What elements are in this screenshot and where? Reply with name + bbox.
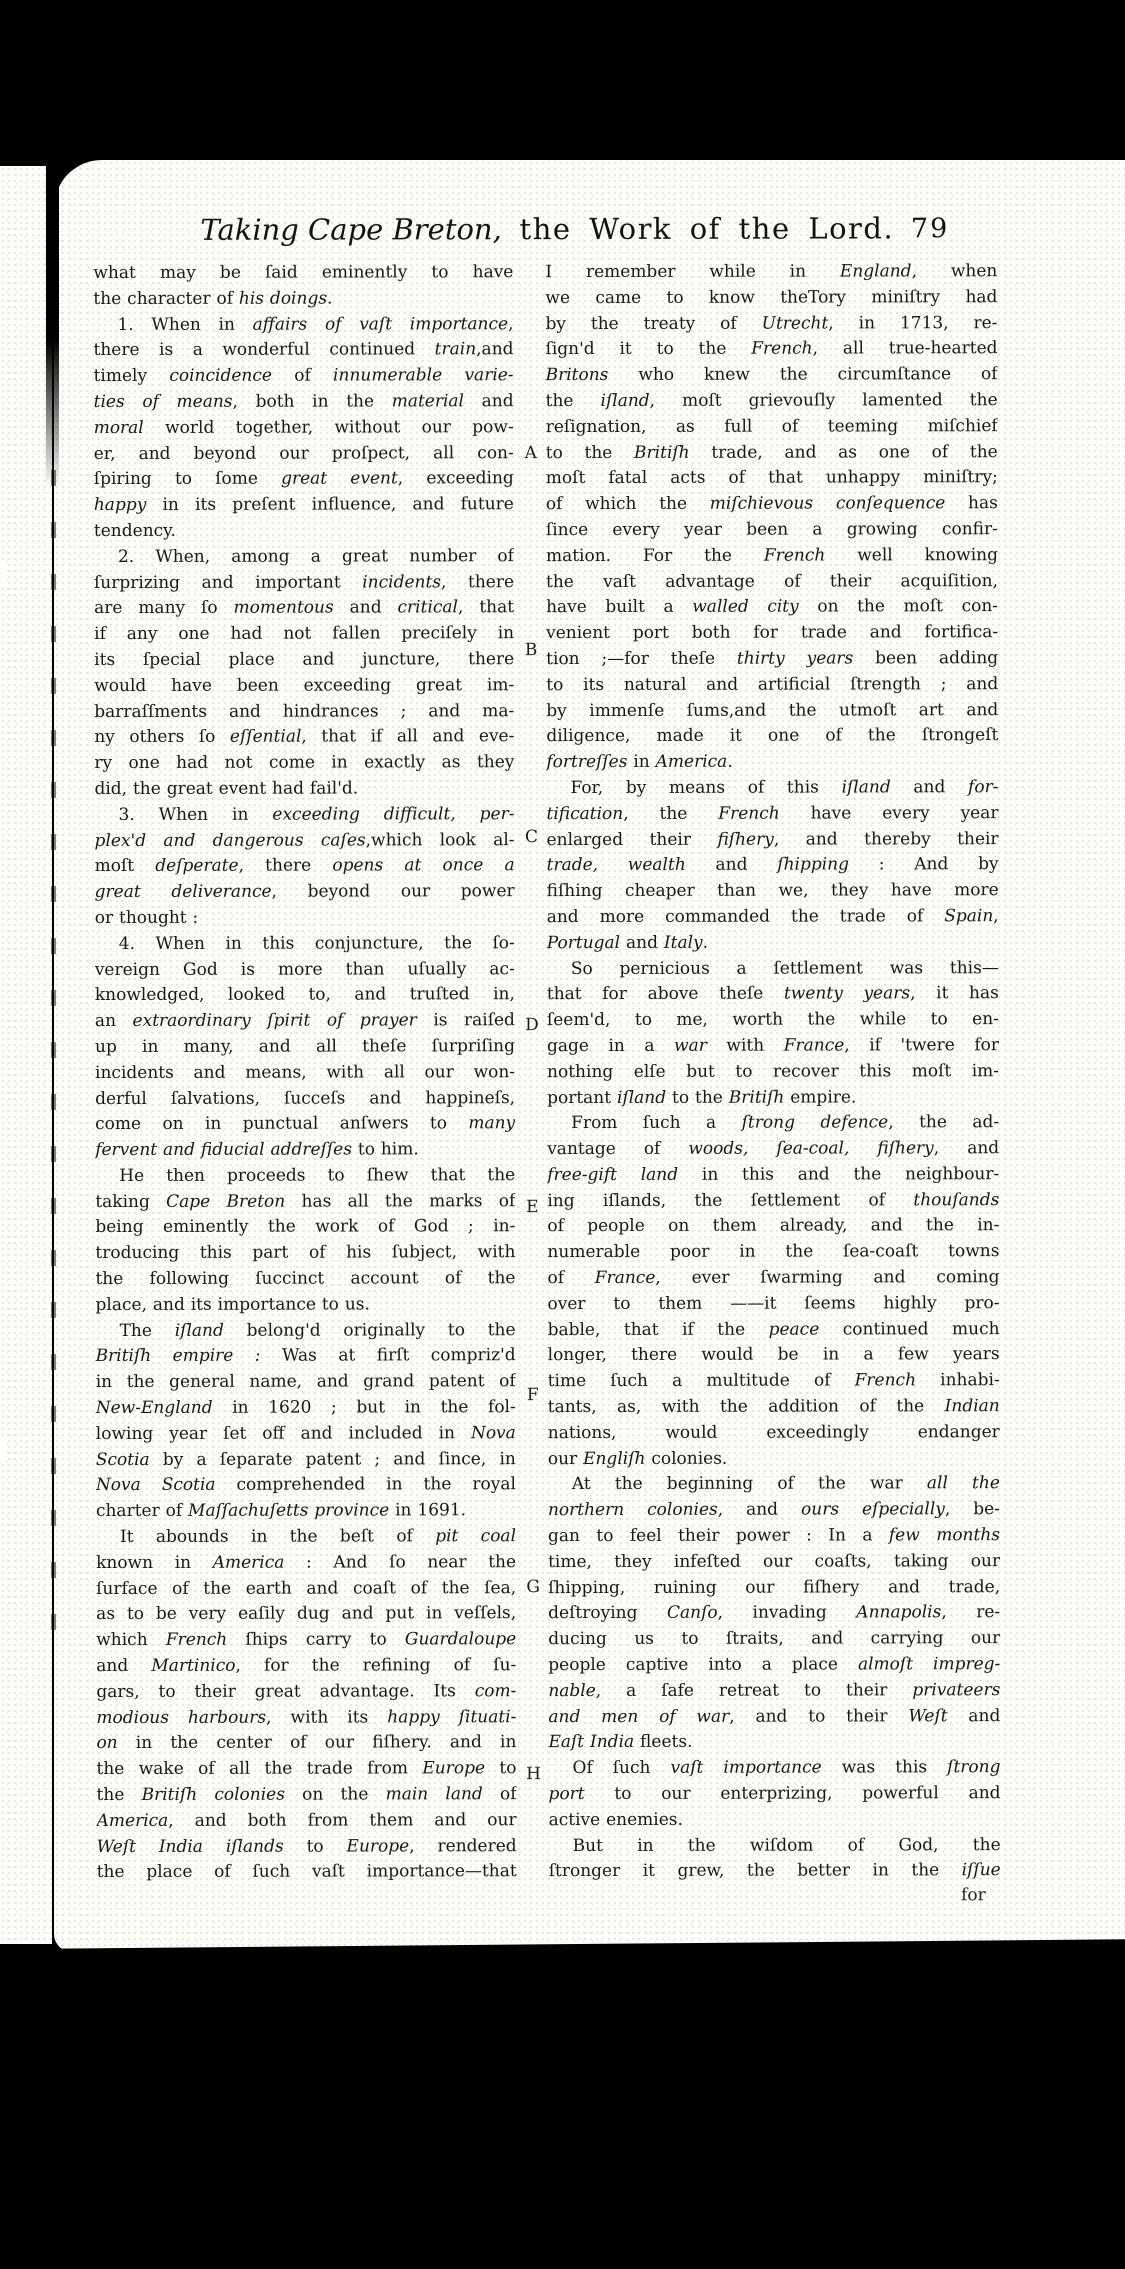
text-line: northern colonies, and ours eſpecially, be- [547, 1499, 1000, 1521]
text-line: diligence, made it one of the ſtrongeſt [546, 725, 999, 747]
text-line: people captive into a place almoſt impreg- [548, 1654, 1001, 1676]
text-line: our Engliſh colonies. [547, 1448, 728, 1469]
text-line: reſignation, as full of teeming miſchief [545, 415, 998, 437]
text-line: come on in punctual anſwers to many [95, 1113, 516, 1135]
text-line: longer, there would be in a few years [547, 1344, 1000, 1366]
text-line: the vaſt advantage of their acquiſition, [545, 570, 999, 592]
text-line: the Britiſh colonies on the main land of [96, 1784, 517, 1806]
text-line: Of ſuch vaſt importance was this ſtrong [572, 1757, 1001, 1779]
text-line: to the Britiſh trade, and as one of the [545, 441, 998, 463]
text-line: of France, ever ſwarming and coming [547, 1267, 1000, 1289]
text-line: Britiſh empire : Was at firſt compriz'd [95, 1345, 516, 1367]
text-line: we came to know theTory miniſtry had [545, 286, 998, 308]
text-line: Portugal and Italy. [546, 932, 709, 953]
text-line: nable, a ſafe retreat to their privateers [548, 1679, 1001, 1701]
text-line: place, and its importance to us. [95, 1294, 370, 1315]
page-edge-mark [1, 560, 7, 586]
text-line: ſhipping, ruining our fiſhery and trade, [548, 1576, 1001, 1598]
gutter-letter-E: E [526, 1197, 539, 1218]
text-line: modious harbours, with its happy ſituati- [96, 1706, 517, 1728]
text-line: ny others ſo eſſential, that if all and eve- [94, 726, 515, 748]
text-line: and Martinico, for the refining of ſu- [96, 1655, 517, 1677]
text-line: did, the great event had fail'd. [94, 778, 359, 799]
gutter-letter-F: F [526, 1385, 539, 1406]
text-line: ducing us to ſtraits, and carrying our [548, 1628, 1001, 1650]
text-line: great deliverance, beyond our power [94, 881, 515, 903]
text-line: ſince every year been a growing confir- [545, 519, 998, 541]
column-right [545, 259, 1000, 1885]
text-line: which French ſhips carry to Guardaloupe [96, 1629, 517, 1651]
text-line: the character of his doings. [93, 288, 333, 309]
text-line: on in the center of our fiſhery. and in [96, 1732, 517, 1754]
text-line: of people on them already, and the in- [547, 1215, 1000, 1237]
text-line: trade, wealth and ſhipping : And by [546, 854, 999, 876]
text-line: of which the miſchievous conſequence has [545, 493, 998, 515]
catchword: for [961, 1885, 986, 1906]
gutter-letter-B: B [524, 640, 538, 661]
text-line: 2. When, among a great number of [117, 545, 514, 567]
text-line: and men of war, and to their Weſt and [548, 1705, 1001, 1727]
text-line: ſurface of the earth and coaſt of the ſea, [96, 1577, 517, 1599]
text-line: nothing elſe but to recover this moſt im- [547, 1060, 1000, 1082]
book-page [54, 160, 1125, 1952]
page-number: 79 [910, 213, 950, 245]
text-line: free-gift land in this and the neighbour- [547, 1164, 1000, 1185]
running-header [97, 211, 997, 257]
page-title [97, 211, 997, 247]
text-line: up in many, and all theſe ſurpriſing [94, 1036, 516, 1057]
text-line: as to be very eaſily dug and put in veſſels, [96, 1603, 517, 1625]
text-line: ſign'd it to the French, all true-hearted [545, 338, 998, 360]
gutter-letter-C: C [525, 827, 539, 848]
text-line: known in America : And ſo near the [96, 1551, 517, 1573]
text-line: tification, the French have every year [546, 802, 999, 824]
text-line: venient port both for trade and fortifica- [546, 622, 999, 644]
text-line: vereign God is more than uſually ac- [94, 958, 515, 980]
text-line: fiſhing cheaper than we, they have more [546, 880, 999, 902]
text-line: to its natural and artificial ſtrength ; and [546, 673, 999, 695]
text-line: Scotia by a ſeparate patent ; and ſince, in [95, 1448, 516, 1470]
photo-bottom-margin [0, 1939, 1125, 2269]
text-line: an extraordinary ſpirit of prayer is raiſed [94, 1010, 515, 1032]
text-line: there is a wonderful continued train,and [93, 339, 514, 361]
text-line: fortreſſes in America. [546, 751, 733, 773]
text-line: enlarged their fiſhery, and thereby their [546, 828, 999, 850]
text-line: ſurprizing and important incidents, there [93, 571, 515, 593]
page-edge-mark [0, 1438, 7, 1460]
text-line: if any one had not fallen preciſely in [94, 623, 515, 645]
text-line: derful ſalvations, ſucceſs and happineſs, [95, 1087, 516, 1109]
text-line: barraſſments and hindrances ; and ma- [94, 700, 515, 722]
text-line: Eaſt India fleets. [548, 1732, 693, 1753]
column-left [93, 260, 516, 1886]
text-line: Britons who knew the circumſtance of [545, 364, 998, 386]
page-content [52, 159, 1125, 1953]
text-line: over to them ——it ſeems highly pro- [547, 1293, 1000, 1314]
text-line: er, and beyond our proſpect, all con- [93, 442, 514, 464]
text-line: America, and both from them and our [96, 1809, 517, 1831]
text-line: time, they infeſted our coaſts, taking our [548, 1550, 1001, 1572]
text-line: portant iſland to the Britiſh empire. [547, 1086, 857, 1108]
text-line: port to our enterprizing, powerful and [548, 1783, 1001, 1805]
text-line: by the treaty of Utrecht, in 1713, re- [545, 312, 998, 334]
text-line: ing iſlands, the ſettlement of thouſands [547, 1189, 1000, 1211]
text-line: the iſland, moſt grievouſly lamented the [545, 390, 998, 412]
text-line: being eminently the work of God ; in- [95, 1216, 516, 1238]
text-line: lowing year ſet off and included in Nova [95, 1423, 516, 1444]
text-line: moſt deſperate, there opens at once a [94, 855, 515, 877]
text-line: its ſpecial place and juncture, there [94, 649, 515, 670]
text-line: taking Cape Breton has all the marks of [95, 1190, 516, 1212]
text-line: From ſuch a ſtrong defence, the ad- [571, 1112, 1000, 1134]
text-line: by immenſe ſums,and the utmoſt art and [546, 699, 999, 721]
text-line: numerable poor in the ſea-coaſt towns [547, 1241, 1000, 1263]
text-line: plex'd and dangerous caſes,which look al- [94, 829, 515, 851]
text-line: the following ſuccinct account of the [95, 1268, 516, 1290]
text-line: The iſland belong'd originally to the [119, 1319, 516, 1341]
text-line: the place of ſuch vaſt importance—that [96, 1861, 517, 1883]
gutter-letter-G: G [526, 1577, 540, 1598]
text-line: have built a walled city on the moſt con- [546, 596, 999, 618]
text-line: or thought : [94, 907, 199, 928]
text-line: For, by means of this iſland and for- [570, 777, 999, 798]
text-line: fervent and fiducial addreſſes to him. [95, 1139, 419, 1161]
text-line: nations, would exceedingly endanger [547, 1422, 1000, 1443]
text-line: would have been exceeding great im- [94, 674, 515, 696]
text-line: the wake of all the trade from Europe to [96, 1758, 517, 1780]
text-line: troducing this part of his ſubject, with [95, 1242, 516, 1264]
text-line: incidents and means, with all our won- [95, 1061, 516, 1083]
binding-gutter-shadow [46, 158, 59, 488]
text-line: He then proceeds to ſhew that the [119, 1165, 516, 1186]
text-line: time ſuch a multitude of French inhabi- [547, 1370, 1000, 1392]
text-line: moral world together, without our pow- [93, 416, 514, 438]
text-line: Nova Scotia comprehended in the royal [95, 1474, 516, 1496]
text-line: tendency. [93, 520, 176, 542]
text-line: It abounds in the beſt of pit coal [119, 1526, 517, 1548]
gutter-letter-A: A [524, 443, 537, 464]
text-line: gan to feel their power : In a few months [547, 1525, 1001, 1547]
text-line: ties of means, both in the material and [93, 391, 514, 413]
text-line: mation. For the French well knowing [545, 544, 998, 566]
text-line: 3. When in exceeding difficult, per- [118, 803, 515, 825]
text-line: and more commanded the trade of Spain, [546, 906, 999, 928]
text-line: active enemies. [548, 1809, 683, 1830]
text-line: 4. When in this conjuncture, the ſo- [118, 932, 515, 954]
text-line: in the general name, and grand patent of [95, 1371, 516, 1393]
text-line: ry one had not come in exactly as they [94, 752, 515, 774]
text-line: deſtroying Canſo, invading Annapolis, re- [548, 1602, 1001, 1624]
page-title-roman: the Work of the Lord. [501, 211, 895, 247]
text-line: Weſt India iſlands to Europe, rendered [96, 1835, 517, 1857]
text-line: knowledged, looked to, and truſted in, [94, 984, 515, 1006]
text-line: I remember while in England, when [545, 261, 998, 283]
text-line: tion ;—for theſe thirty years been adding [546, 648, 999, 670]
gutter-letter-D: D [525, 1015, 539, 1036]
text-line: timely coincidence of innumerable varie- [93, 365, 514, 387]
text-line: moſt fatal acts of that unhappy miniſtry; [545, 467, 998, 489]
text-line: are many ſo momentous and critical, that [94, 597, 515, 619]
text-line: happy in its preſent influence, and future [93, 494, 514, 516]
text-line: ſpiring to ſome great event, exceeding [93, 468, 514, 490]
text-line: ſtronger it grew, the better in the iſſue [548, 1860, 1001, 1882]
text-line: New-England in 1620 ; but in the fol- [95, 1397, 516, 1419]
text-line: So pernicious a ſettlement was this— [570, 957, 999, 979]
text-line: that for above theſe twenty years, it has [546, 983, 999, 1005]
page-title-italic: Taking Cape Breton, [200, 212, 502, 247]
text-line: what may be ſaid eminently to have [93, 262, 514, 284]
adjacent-page-edge [0, 166, 52, 1944]
binding-gutter-dashes [51, 470, 56, 1650]
text-line: vantage of woods, ſea-coal, fiſhery, and [547, 1138, 1000, 1160]
text-line: tants, as, with the addition of the Indian [547, 1396, 1000, 1418]
text-line: At the beginning of the war all the [571, 1473, 1000, 1495]
text-line: 1. When in affairs of vaſt importance, [117, 313, 514, 335]
text-line: gage in a war with France, if 'twere for [546, 1035, 999, 1056]
text-line: gars, to their great advantage. Its com- [96, 1680, 517, 1702]
text-line: ſeem'd, to me, worth the while to en- [546, 1009, 999, 1031]
text-line: But in the wiſdom of God, the [572, 1834, 1001, 1856]
text-line: bable, that if the peace continued much [547, 1318, 1000, 1340]
text-line: charter of Maſſachuſetts province in 1691. [95, 1500, 467, 1522]
gutter-letter-H: H [526, 1764, 541, 1785]
